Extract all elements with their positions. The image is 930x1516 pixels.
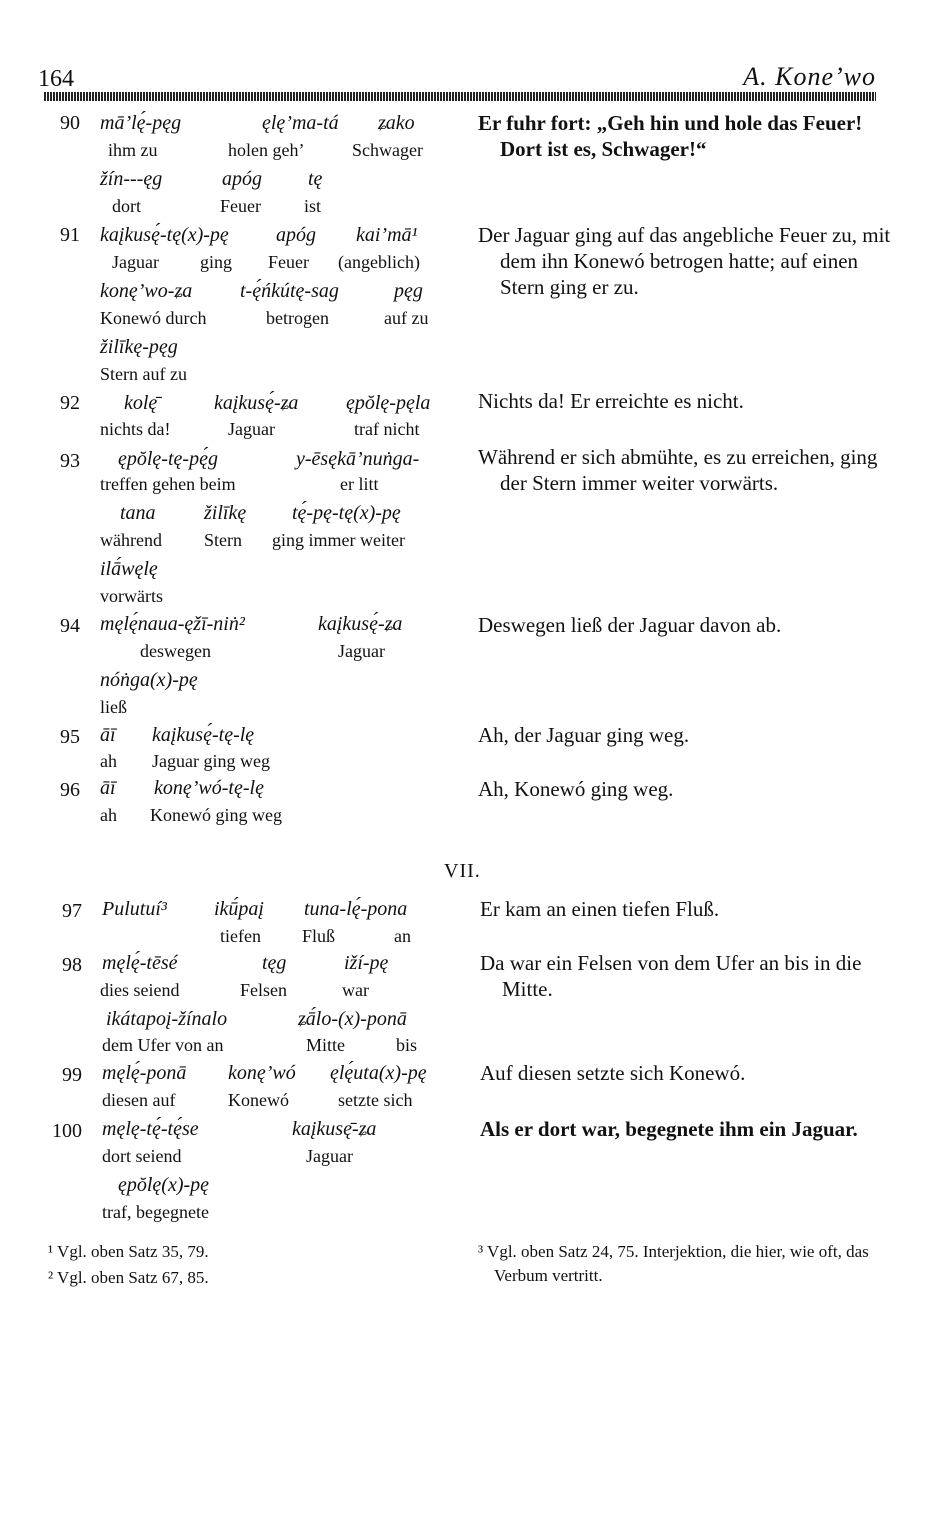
native-word: āī [100, 724, 116, 746]
gloss-word: ihm zu [108, 140, 158, 160]
native-word: tuna-lę́-pona [304, 898, 408, 920]
native-word: iží-pę [344, 952, 389, 974]
translation: Ah, Konewó ging weg. [478, 777, 674, 801]
gloss-word: Jaguar ging weg [152, 751, 270, 771]
gloss-word: nichts da! [100, 419, 171, 439]
native-word: tę́-pę-tę(x)-pę [292, 502, 401, 524]
translation: Nichts da! Er erreichte es nicht. [478, 389, 744, 413]
gloss-word: treffen gehen beim [100, 474, 236, 494]
native-word: ęlę́uta(x)-pę [330, 1062, 427, 1084]
native-word: kaįkusę̄-ʑa [292, 1118, 377, 1140]
page-number: 164 [38, 66, 74, 92]
gloss-word: an [394, 926, 411, 946]
gloss-word: Schwager [352, 140, 423, 160]
sentence-number: 95 [60, 726, 80, 748]
translation: Deswegen ließ der Jaguar davon ab. [478, 613, 782, 637]
gloss-word: ging [200, 252, 233, 272]
gloss-word: Jaguar [228, 419, 275, 439]
native-word: męlę́-ponā [102, 1062, 187, 1084]
native-word: t-ę́ńkútę-sag [240, 280, 339, 302]
sentence-number: 96 [60, 779, 80, 801]
translation: Da war ein Felsen von dem Ufer an bis in die Mitte. [480, 951, 862, 1001]
gloss-word: bis [396, 1035, 418, 1055]
translation: Ah, der Jaguar ging weg. [478, 723, 690, 747]
sentence-number: 94 [60, 615, 80, 637]
native-word: kaįkusę́-ʑa [318, 613, 403, 635]
gloss-word: dort [112, 196, 141, 216]
gloss-word: setzte sich [338, 1090, 413, 1110]
gloss-word: ist [304, 196, 322, 216]
gloss-word: Stern auf zu [100, 364, 187, 384]
gloss-word: auf zu [384, 308, 429, 328]
native-word: tę [308, 168, 323, 190]
section-heading: VII. [444, 860, 481, 882]
native-word: mā’lę́-pęg [100, 112, 182, 134]
gloss-word: Feuer [268, 252, 309, 272]
native-word: pęg [394, 280, 423, 302]
gloss-word: dies seiend [100, 980, 180, 1000]
native-word: ępŏlę-pęla [346, 392, 431, 414]
translation: Als er dort war, begegnete ihm ein Jaguar. [480, 1117, 858, 1141]
gloss-word: Fluß [302, 926, 336, 946]
native-word: kaįkusę́-ʑa [214, 392, 299, 414]
native-word: kolę̄ [124, 392, 158, 414]
sentence-number: 91 [60, 224, 80, 246]
native-word: apóg [222, 168, 262, 190]
sentence-number: 92 [60, 392, 80, 414]
native-word: kaįkusę́-tę(x)-pę [100, 224, 229, 246]
gloss-word: Jaguar [112, 252, 159, 272]
translation: Auf diesen setzte sich Konewó. [480, 1061, 746, 1085]
gloss-word: Feuer [220, 196, 261, 216]
gloss-word: traf, begegnete [102, 1202, 209, 1222]
gloss-word: ging immer weiter [272, 530, 405, 550]
native-word: nóṅga(x)-pę [100, 669, 198, 691]
sentence-number: 98 [62, 954, 82, 976]
gloss-word: Konewó [228, 1090, 289, 1110]
native-word: āī [100, 777, 116, 799]
native-word: kaįkusę́-tę-lę [152, 724, 255, 746]
sentence-number: 99 [62, 1064, 82, 1086]
gloss-word: (angeblich) [338, 252, 420, 272]
gloss-word: Stern [204, 530, 242, 550]
translation: Er fuhr fort: „Geh hin und hole das Feuer! Dort ist es, Schwager!“ [478, 111, 863, 161]
footnote: ² Vgl. oben Satz 67, 85. [48, 1268, 209, 1287]
sentence-number: 90 [60, 112, 80, 134]
gloss-word: tiefen [220, 926, 261, 946]
gloss-word: ah [100, 751, 117, 771]
sentence-number: 93 [60, 450, 80, 472]
gloss-word: traf nicht [354, 419, 420, 439]
native-word: tęg [262, 952, 287, 974]
native-word: ʑako [378, 112, 415, 134]
native-word: žilīkę-pęg [100, 336, 178, 358]
native-word: ikátapoį-žínalo [106, 1008, 228, 1030]
native-word: męlę-tę́-tę́se [102, 1118, 199, 1140]
gloss-word: Mitte [306, 1035, 345, 1055]
native-word: apóg [276, 224, 316, 246]
gloss-word: war [342, 980, 369, 1000]
sentence-number: 100 [52, 1120, 82, 1142]
gloss-word: diesen auf [102, 1090, 176, 1110]
native-word: konę’wo-ʑa [100, 280, 193, 302]
native-word: męlę́naua-ęžī-niṅ² [100, 613, 245, 635]
footnote: ³ Vgl. oben Satz 24, 75. Interjektion, die hier, wie oft, das Verbum vertritt. [478, 1242, 869, 1285]
native-word: ępŏlę-tę-pę́g [118, 448, 218, 470]
gloss-word: er litt [340, 474, 379, 494]
gloss-word: ah [100, 805, 117, 825]
gloss-word: Jaguar [338, 641, 385, 661]
native-word: tana [120, 502, 156, 524]
gloss-word: während [100, 530, 162, 550]
gloss-word: deswegen [140, 641, 211, 661]
footnote: ¹ Vgl. oben Satz 35, 79. [48, 1242, 209, 1261]
native-word: kai’mā¹ [356, 224, 418, 246]
native-word: ʑā́lo-(x)-ponā [298, 1008, 407, 1030]
header-rule [44, 92, 876, 101]
native-word: Pulutuí³ [102, 898, 167, 920]
native-word: konę’wó-tę-lę [154, 777, 264, 799]
native-word: konę’wó [228, 1062, 296, 1084]
running-head: A. Kone’wo [743, 62, 876, 91]
native-word: ępŏlę(x)-pę [118, 1174, 210, 1196]
gloss-word: holen geh’ [228, 140, 305, 160]
native-word: žín---ęg [100, 168, 163, 190]
sentence-number: 97 [62, 900, 82, 922]
translation: Der Jaguar ging auf das angebliche Feuer zu, mit dem ihn Konewó betrogen hatte; auf einen Stern ging er zu. [478, 223, 891, 299]
gloss-word: dort seiend [102, 1146, 182, 1166]
native-word: ilā́węlę [100, 558, 158, 580]
native-word: y-ēsękā’nuṅga- [296, 448, 420, 470]
gloss-word: ließ [100, 697, 127, 717]
translation: Er kam an einen tiefen Fluß. [480, 897, 720, 921]
gloss-word: dem Ufer von an [102, 1035, 224, 1055]
gloss-word: betrogen [266, 308, 329, 328]
native-word: ęlę’ma-tá [262, 112, 339, 134]
gloss-word: Felsen [240, 980, 287, 1000]
gloss-word: Konewó ging weg [150, 805, 282, 825]
translation: Während er sich abmühte, es zu erreichen, ging der Stern immer weiter vorwärts. [478, 445, 878, 495]
gloss-word: vorwärts [100, 586, 163, 606]
native-word: žilīkę [204, 502, 247, 524]
native-word: męlę́-tēsé [102, 952, 178, 974]
native-word: ikū́paį [214, 898, 264, 920]
gloss-word: Jaguar [306, 1146, 353, 1166]
gloss-word: Konewó durch [100, 308, 207, 328]
